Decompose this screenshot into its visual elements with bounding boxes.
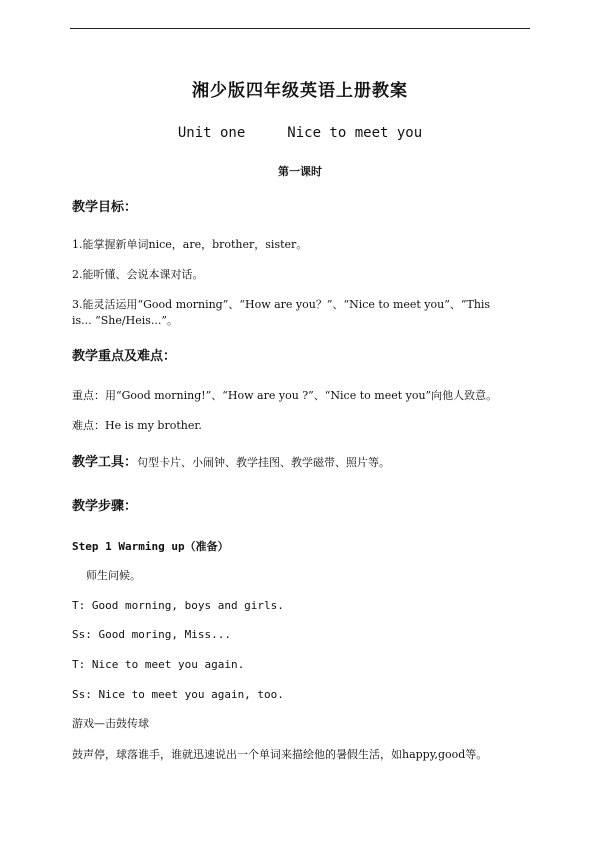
unit-topic: Nice to meet you bbox=[287, 125, 423, 141]
unit-subtitle bbox=[0, 125, 600, 141]
dialogue-line: Ss: Good moring, Miss... bbox=[72, 628, 231, 641]
objectives-heading: 教学目标： bbox=[72, 200, 138, 215]
step1-title: Step 1 Warming up（准备） bbox=[72, 540, 229, 553]
steps-heading: 教学步骤： bbox=[72, 499, 138, 514]
objective-item: 2.能听懂、会说本课对话。 bbox=[72, 268, 204, 281]
document-title: 湘少版四年级英语上册教案 bbox=[192, 81, 408, 101]
keypoints-heading: 教学重点及难点： bbox=[72, 349, 177, 364]
keypoint-difficulty: 难点：He is my brother. bbox=[72, 419, 202, 432]
objective-item: 1.能掌握新单词nice，are，brother，sister。 bbox=[72, 238, 308, 251]
objective-item: is... “She/Heis...”。 bbox=[72, 314, 178, 327]
greeting-text: 师生问候。 bbox=[86, 569, 141, 582]
header-rule bbox=[70, 28, 530, 29]
game-text: 鼓声停，球落谁手，谁就迅速说出一个单词来描绘他的暑假生活，如happy,good等。 bbox=[72, 748, 488, 761]
dialogue-line: T: Nice to meet you again. bbox=[72, 658, 245, 671]
tools-text: 句型卡片、小闹钟、教学挂图、教学磁带、照片等。 bbox=[137, 456, 391, 469]
objective-item: 3.能灵活运用“Good morning”、“How are you？”、“Nice to meet you”、“This bbox=[72, 298, 491, 311]
unit-label: Unit one bbox=[177, 125, 246, 141]
dialogue-line: Ss: Nice to meet you again, too. bbox=[72, 688, 284, 701]
game-title: 游戏—击鼓传球 bbox=[72, 717, 149, 730]
tools-line bbox=[72, 456, 390, 470]
tools-heading: 教学工具： bbox=[72, 455, 138, 470]
dialogue-line: T: Good morning, boys and girls. bbox=[72, 599, 284, 612]
keypoint-focus: 重点：用“Good morning!”、“How are you ?”、“Nice to meet you”向他人致意。 bbox=[72, 389, 498, 402]
lesson-label: 第一课时 bbox=[278, 165, 322, 178]
